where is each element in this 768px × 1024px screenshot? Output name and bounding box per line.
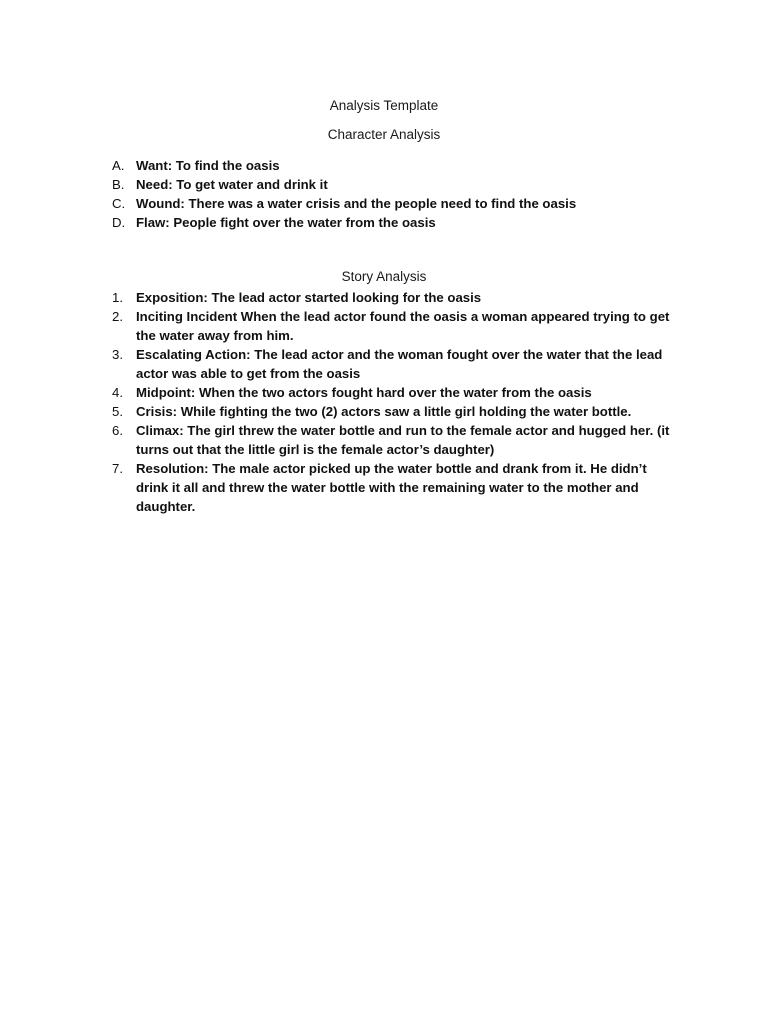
list-item-text: Climax: The girl threw the water bottle and run to the female actor and hugged her. (it turns out that the little girl is the female actor’s daughter): [136, 423, 670, 457]
list-item: [112, 402, 682, 421]
story-analysis-list: [112, 288, 682, 516]
list-item: [112, 307, 682, 345]
list-item: [112, 345, 682, 383]
document-title: Analysis Template: [329, 98, 439, 113]
character-analysis-list: [112, 156, 682, 232]
list-item-text: Midpoint: When the two actors fought hard over the water from the oasis: [136, 385, 592, 400]
list-marker: 1.: [112, 290, 123, 305]
list-marker: C.: [112, 196, 126, 211]
list-item-text: Flaw: People fight over the water from the oasis: [136, 215, 436, 230]
list-marker: 3.: [112, 347, 123, 362]
list-item: [112, 194, 682, 213]
list-item-text: Exposition: The lead actor started looking for the oasis: [136, 290, 482, 305]
list-marker: D.: [112, 215, 126, 230]
list-item: [112, 459, 682, 516]
list-item-text: Inciting Incident When the lead actor found the oasis a woman appeared trying to get the water away from him.: [136, 309, 670, 343]
list-marker: 6.: [112, 423, 123, 438]
list-marker: 5.: [112, 404, 123, 419]
list-item: [112, 156, 682, 175]
list-item: [112, 421, 682, 459]
list-item-text: Resolution: The male actor picked up the water bottle and drank from it. He didn’t drink it all and threw the water bottle with the remaining water to the mother and daughter.: [136, 461, 647, 514]
character-analysis-heading: Character Analysis: [327, 127, 441, 142]
list-item-text: Need: To get water and drink it: [136, 177, 328, 192]
story-analysis-heading: Story Analysis: [341, 269, 427, 284]
list-marker: 4.: [112, 385, 123, 400]
list-marker: 2.: [112, 309, 123, 324]
list-marker: B.: [112, 177, 125, 192]
list-item-text: Wound: There was a water crisis and the people need to find the oasis: [136, 196, 577, 211]
list-marker: 7.: [112, 461, 123, 476]
list-item: [112, 213, 682, 232]
list-item-text: Escalating Action: The lead actor and the woman fought over the water that the lead actor was able to get from the oasis: [136, 347, 663, 381]
list-item-text: Crisis: While fighting the two (2) actors saw a little girl holding the water bottle.: [136, 404, 632, 419]
list-item: [112, 383, 682, 402]
list-item-text: Want: To find the oasis: [136, 158, 280, 173]
list-item: [112, 288, 682, 307]
list-marker: A.: [112, 158, 125, 173]
list-item: [112, 175, 682, 194]
